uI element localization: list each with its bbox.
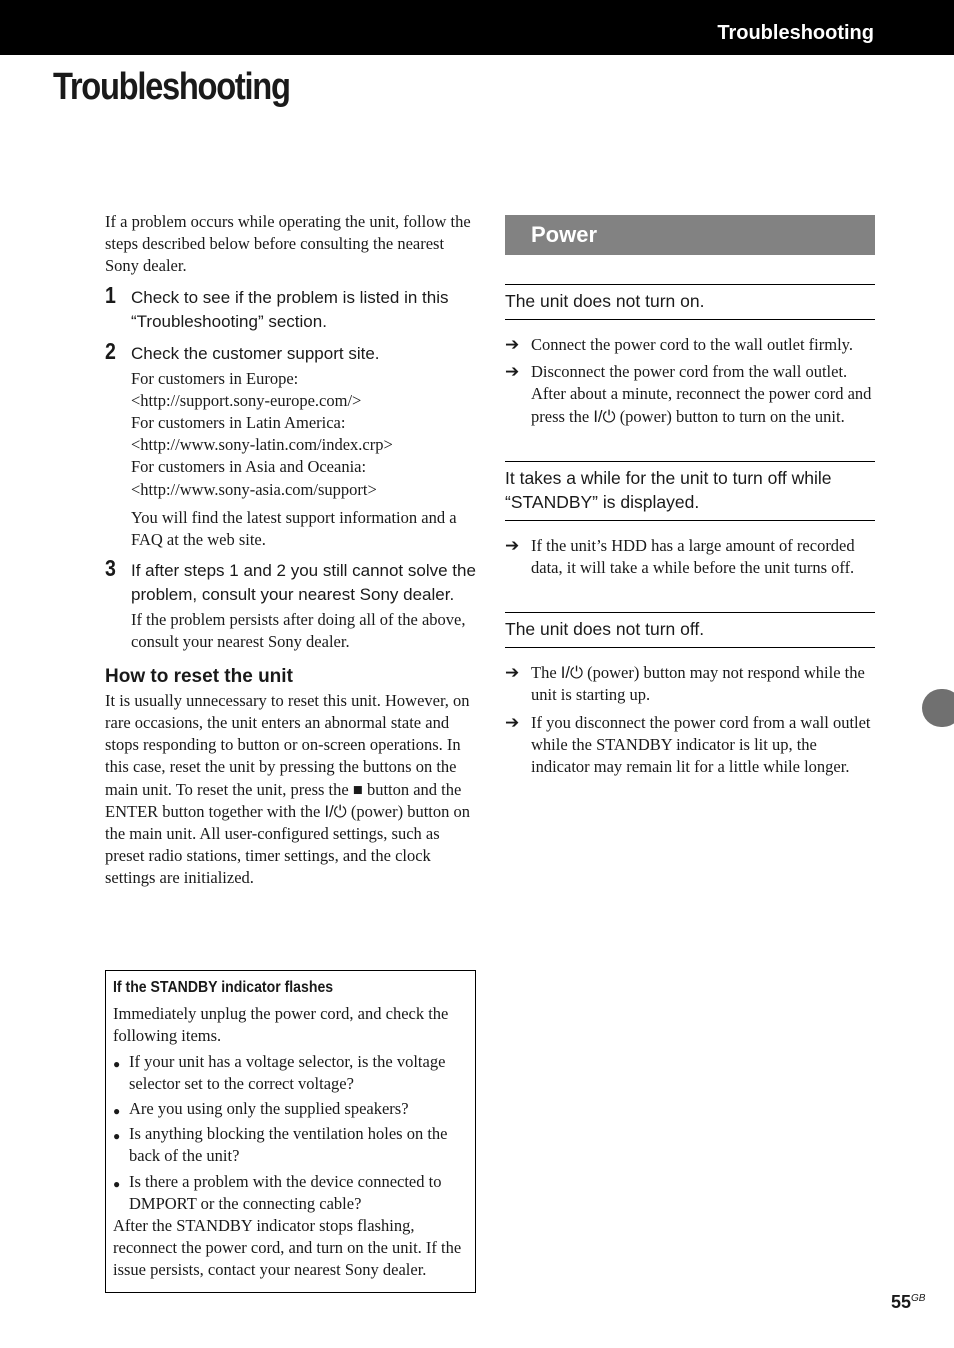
header-section-title: Troubleshooting bbox=[717, 22, 874, 44]
issue-title: The unit does not turn off. bbox=[505, 612, 875, 648]
step-3 bbox=[105, 555, 477, 653]
step-text: Check to see if the problem is listed in this “Troubleshooting” section. bbox=[131, 287, 449, 331]
step-number: 2 bbox=[105, 337, 116, 364]
bullet-text: If your unit has a voltage selector, is the voltage selector set to the correct voltage? bbox=[129, 1051, 446, 1093]
header-bar bbox=[0, 0, 954, 55]
solution-text: Connect the power cord to the wall outlet firmly. bbox=[531, 335, 853, 354]
support-link[interactable]: <http://www.sony-asia.com/support> bbox=[131, 479, 377, 499]
list-item bbox=[505, 361, 875, 428]
list-item bbox=[113, 1098, 468, 1120]
list-item bbox=[505, 334, 875, 356]
issue-title: It takes a while for the unit to turn off while “STANDBY” is displayed. bbox=[505, 461, 875, 521]
support-region-label: For customers in Latin America: bbox=[131, 413, 346, 433]
step-note: If the problem persists after doing all of the above, consult your nearest Sony dealer. bbox=[131, 610, 466, 652]
right-column bbox=[505, 215, 875, 783]
list-item bbox=[113, 1123, 468, 1167]
step-1 bbox=[105, 281, 477, 334]
power-icon: I/⏻ bbox=[593, 407, 616, 426]
page-title: Troubleshooting bbox=[53, 66, 290, 108]
solution-text: If you disconnect the power cord from a wall outlet while the STANDBY indicator is lit up, the indicator may remain lit for a little while longer. bbox=[531, 712, 871, 777]
solution-text: (power) button to turn on the unit. bbox=[619, 406, 845, 426]
list-item bbox=[505, 662, 875, 706]
bullet-text: Are you using only the supplied speakers? bbox=[129, 1099, 409, 1119]
support-region-label: For customers in Asia and Oceania: bbox=[131, 457, 367, 477]
solution-text: If the unit’s HDD has a large amount of recorded data, it will take a while before the unit turns off. bbox=[531, 535, 855, 578]
issue-solutions bbox=[505, 535, 875, 579]
list-item bbox=[113, 1171, 468, 1215]
reset-text: (power) button on the main unit. All user-configured settings, such as preset radio stations, timer settings, and the clock settings are initialized. bbox=[105, 801, 471, 888]
intro-text: If a problem occurs while operating the unit, follow the steps described below before consulting the nearest Sony dealer. bbox=[105, 212, 471, 276]
step-text: If after steps 1 and 2 you still cannot solve the problem, consult your nearest Sony dealer. bbox=[131, 561, 476, 605]
left-column bbox=[105, 211, 477, 890]
step-note: You will find the latest support information and a FAQ at the web site. bbox=[131, 507, 457, 550]
page-number bbox=[891, 1292, 925, 1313]
power-section-header bbox=[505, 215, 875, 255]
bullet-text: Is there a problem with the device connected to DMPORT or the connecting cable? bbox=[129, 1171, 442, 1213]
support-link[interactable]: <http://support.sony-europe.com/> bbox=[131, 390, 362, 410]
list-item bbox=[505, 712, 875, 779]
stop-icon: ■ bbox=[352, 780, 363, 799]
issue-title: The unit does not turn on. bbox=[505, 284, 875, 320]
solution-text: The bbox=[531, 663, 557, 683]
step-number: 1 bbox=[105, 281, 116, 308]
step-2 bbox=[105, 337, 477, 552]
power-icon: I/⏻ bbox=[324, 802, 347, 821]
side-tab bbox=[922, 689, 954, 727]
support-region-label: For customers in Europe: bbox=[131, 368, 299, 388]
support-links bbox=[131, 368, 477, 501]
reset-body bbox=[105, 690, 477, 890]
support-link[interactable]: <http://www.sony-latin.com/index.crp> bbox=[131, 435, 393, 455]
power-section-title: Power bbox=[531, 222, 598, 247]
standby-box-intro: Immediately unplug the power cord, and check the following items. bbox=[113, 1004, 449, 1046]
page-number-suffix: GB bbox=[911, 1293, 926, 1304]
list-item bbox=[505, 535, 875, 579]
reset-heading: How to reset the unit bbox=[105, 665, 293, 687]
standby-box bbox=[105, 970, 476, 1293]
page-number-value: 55 bbox=[891, 1292, 912, 1312]
list-item bbox=[113, 1051, 468, 1095]
standby-box-outro: After the STANDBY indicator stops flashing, reconnect the power cord, and turn on the unit. If the issue persists, contact your nearest Sony dealer. bbox=[113, 1216, 462, 1280]
solution-text: (power) button may not respond while the unit is starting up. bbox=[531, 663, 865, 705]
power-icon: I/⏻ bbox=[560, 664, 584, 683]
reset-text: button and the ENTER button together with the bbox=[105, 779, 462, 821]
standby-box-title: If the STANDBY indicator flashes bbox=[113, 979, 334, 996]
solution-text: Disconnect the power cord from the wall outlet. After about a minute, reconnect the power cord and press the bbox=[531, 362, 872, 426]
bullet-text: Is anything blocking the ventilation holes on the back of the unit? bbox=[129, 1124, 448, 1166]
step-text: Check the customer support site. bbox=[131, 343, 380, 363]
issue-solutions bbox=[505, 662, 875, 778]
reset-text: It is usually unnecessary to reset this unit. However, on rare occasions, the unit enters an abnormal state and stops responding to button or on-screen operations. In this case, reset the unit by pressing the buttons on the main unit. To reset the unit, press the bbox=[105, 690, 470, 799]
step-number: 3 bbox=[105, 555, 116, 582]
issue-solutions bbox=[505, 334, 875, 428]
